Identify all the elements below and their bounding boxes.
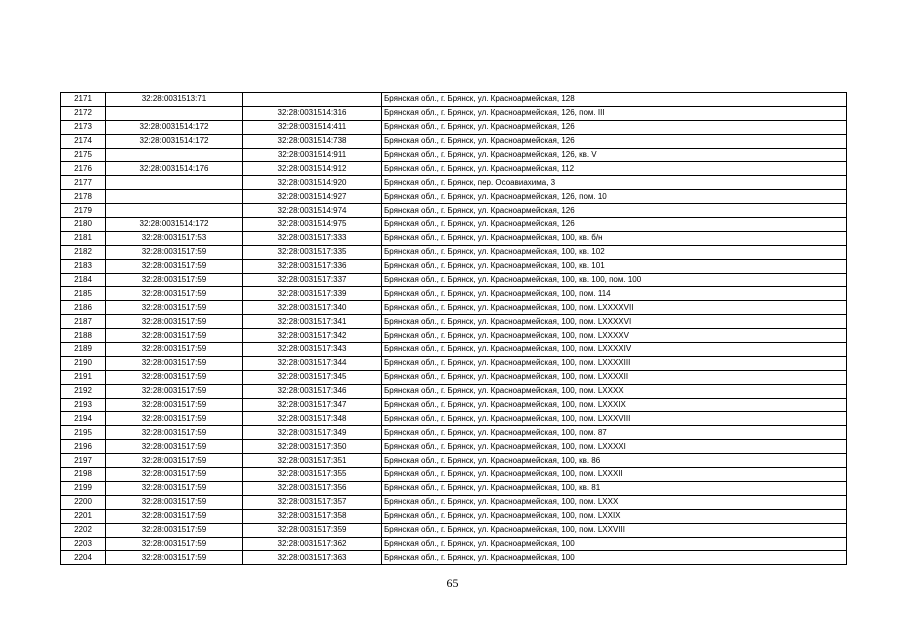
- parcel-number-cell: 32:28:0031514:172: [106, 120, 243, 134]
- parcel-number-cell: 32:28:0031517:59: [106, 398, 243, 412]
- table-row: [61, 412, 847, 426]
- parcel-number-cell: 32:28:0031517:53: [106, 231, 243, 245]
- row-number-cell: 2193: [61, 398, 106, 412]
- parcel-number-cell: 32:28:0031517:59: [106, 537, 243, 551]
- object-number-cell: 32:28:0031517:342: [243, 329, 382, 343]
- parcel-number-cell: [106, 106, 243, 120]
- parcel-number-cell: 32:28:0031517:59: [106, 523, 243, 537]
- address-cell: Брянская обл., г. Брянск, ул. Красноармейская, 100, пом. LXXXX: [382, 384, 847, 398]
- row-number-cell: 2181: [61, 231, 106, 245]
- address-cell: Брянская обл., г. Брянск, ул. Красноармейская, 100, кв. 100, пом. 100: [382, 273, 847, 287]
- row-number-cell: 2203: [61, 537, 106, 551]
- parcel-number-cell: 32:28:0031517:59: [106, 468, 243, 482]
- address-cell: Брянская обл., г. Брянск, ул. Красноармейская, 100, кв. 86: [382, 454, 847, 468]
- address-cell: Брянская обл., г. Брянск, ул. Красноармейская, 100, пом. LXXXXVI: [382, 315, 847, 329]
- table-row: [61, 162, 847, 176]
- address-cell: Брянская обл., г. Брянск, ул. Красноармейская, 100, пом. LXXXXV: [382, 329, 847, 343]
- parcel-number-cell: 32:28:0031517:59: [106, 384, 243, 398]
- table-row: [61, 148, 847, 162]
- address-cell: Брянская обл., г. Брянск, ул. Красноармейская, 100, пом. 87: [382, 426, 847, 440]
- table-row: [61, 106, 847, 120]
- row-number-cell: 2182: [61, 245, 106, 259]
- parcel-number-cell: 32:28:0031517:59: [106, 259, 243, 273]
- row-number-cell: 2178: [61, 190, 106, 204]
- parcel-number-cell: 32:28:0031517:59: [106, 412, 243, 426]
- object-number-cell: 32:28:0031517:349: [243, 426, 382, 440]
- page-number: 65: [446, 576, 459, 590]
- object-number-cell: 32:28:0031517:337: [243, 273, 382, 287]
- parcel-number-cell: 32:28:0031517:59: [106, 370, 243, 384]
- parcel-number-cell: 32:28:0031517:59: [106, 551, 243, 565]
- table-row: [61, 426, 847, 440]
- object-number-cell: 32:28:0031517:335: [243, 245, 382, 259]
- table-row: [61, 356, 847, 370]
- parcel-number-cell: 32:28:0031517:59: [106, 495, 243, 509]
- object-number-cell: 32:28:0031517:350: [243, 440, 382, 454]
- parcel-number-cell: 32:28:0031514:172: [106, 218, 243, 232]
- parcel-number-cell: 32:28:0031517:59: [106, 315, 243, 329]
- row-number-cell: 2188: [61, 329, 106, 343]
- table-row: [61, 384, 847, 398]
- address-cell: Брянская обл., г. Брянск, ул. Красноармейская, 100, пом. LXXXXIII: [382, 356, 847, 370]
- row-number-cell: 2194: [61, 412, 106, 426]
- parcel-number-cell: 32:28:0031517:59: [106, 273, 243, 287]
- object-number-cell: 32:28:0031517:362: [243, 537, 382, 551]
- table-row: [61, 481, 847, 495]
- row-number-cell: 2202: [61, 523, 106, 537]
- row-number-cell: 2179: [61, 204, 106, 218]
- object-number-cell: 32:28:0031517:336: [243, 259, 382, 273]
- table-row: [61, 120, 847, 134]
- table-row: [61, 245, 847, 259]
- address-cell: Брянская обл., г. Брянск, ул. Красноармейская, 128: [382, 93, 847, 107]
- object-number-cell: 32:28:0031514:911: [243, 148, 382, 162]
- address-cell: Брянская обл., г. Брянск, ул. Красноармейская, 100, пом. LXXX: [382, 495, 847, 509]
- address-cell: Брянская обл., г. Брянск, ул. Красноармейская, 100, пом. LXXXII: [382, 468, 847, 482]
- object-number-cell: 32:28:0031517:348: [243, 412, 382, 426]
- address-cell: Брянская обл., г. Брянск, ул. Красноармейская, 126, пом. 10: [382, 190, 847, 204]
- table-row: [61, 343, 847, 357]
- object-number-cell: 32:28:0031517:357: [243, 495, 382, 509]
- address-cell: Брянская обл., г. Брянск, ул. Красноармейская, 126: [382, 204, 847, 218]
- row-number-cell: 2204: [61, 551, 106, 565]
- address-cell: Брянская обл., г. Брянск, ул. Красноармейская, 100, пом. LXXXVIII: [382, 412, 847, 426]
- table-row: [61, 509, 847, 523]
- row-number-cell: 2173: [61, 120, 106, 134]
- parcel-number-cell: 32:28:0031514:176: [106, 162, 243, 176]
- object-number-cell: 32:28:0031514:974: [243, 204, 382, 218]
- parcel-number-cell: 32:28:0031517:59: [106, 440, 243, 454]
- object-number-cell: 32:28:0031517:355: [243, 468, 382, 482]
- table-row: [61, 273, 847, 287]
- object-number-cell: 32:28:0031517:347: [243, 398, 382, 412]
- object-number-cell: 32:28:0031517:341: [243, 315, 382, 329]
- object-number-cell: 32:28:0031514:927: [243, 190, 382, 204]
- object-number-cell: [243, 93, 382, 107]
- table-row: [61, 329, 847, 343]
- table-row: [61, 523, 847, 537]
- row-number-cell: 2171: [61, 93, 106, 107]
- row-number-cell: 2177: [61, 176, 106, 190]
- table-row: [61, 134, 847, 148]
- table-row: [61, 204, 847, 218]
- object-number-cell: 32:28:0031514:411: [243, 120, 382, 134]
- table-row: [61, 440, 847, 454]
- address-cell: Брянская обл., г. Брянск, ул. Красноармейская, 100, кв. б/н: [382, 231, 847, 245]
- table-row: [61, 537, 847, 551]
- object-number-cell: 32:28:0031517:333: [243, 231, 382, 245]
- table-row: [61, 495, 847, 509]
- table-row: [61, 398, 847, 412]
- address-cell: Брянская обл., г. Брянск, ул. Красноармейская, 126: [382, 120, 847, 134]
- table-row: [61, 454, 847, 468]
- table-row: [61, 93, 847, 107]
- address-cell: Брянская обл., г. Брянск, ул. Красноармейская, 100, пом. LXXVIII: [382, 523, 847, 537]
- address-cell: Брянская обл., г. Брянск, ул. Красноармейская, 126: [382, 218, 847, 232]
- address-cell: Брянская обл., г. Брянск, ул. Красноармейская, 100, кв. 101: [382, 259, 847, 273]
- object-number-cell: 32:28:0031517:345: [243, 370, 382, 384]
- row-number-cell: 2187: [61, 315, 106, 329]
- address-cell: Брянская обл., г. Брянск, ул. Красноармейская, 100, кв. 81: [382, 481, 847, 495]
- parcel-number-cell: 32:28:0031517:59: [106, 481, 243, 495]
- object-number-cell: 32:28:0031514:316: [243, 106, 382, 120]
- address-cell: Брянская обл., г. Брянск, ул. Красноармейская, 126, пом. III: [382, 106, 847, 120]
- row-number-cell: 2189: [61, 343, 106, 357]
- address-cell: Брянская обл., г. Брянск, ул. Красноармейская, 100, пом. LXXXXII: [382, 370, 847, 384]
- object-number-cell: 32:28:0031517:359: [243, 523, 382, 537]
- table-row: [61, 301, 847, 315]
- address-cell: Брянская обл., г. Брянск, ул. Красноармейская, 112: [382, 162, 847, 176]
- object-number-cell: 32:28:0031517:339: [243, 287, 382, 301]
- table-row: [61, 190, 847, 204]
- parcel-number-cell: 32:28:0031517:59: [106, 356, 243, 370]
- object-number-cell: 32:28:0031514:912: [243, 162, 382, 176]
- parcel-number-cell: 32:28:0031517:59: [106, 245, 243, 259]
- parcel-number-cell: 32:28:0031517:59: [106, 509, 243, 523]
- row-number-cell: 2186: [61, 301, 106, 315]
- row-number-cell: 2197: [61, 454, 106, 468]
- parcel-number-cell: [106, 176, 243, 190]
- row-number-cell: 2199: [61, 481, 106, 495]
- row-number-cell: 2198: [61, 468, 106, 482]
- address-cell: Брянская обл., г. Брянск, ул. Красноармейская, 100, пом. LXXXXI: [382, 440, 847, 454]
- object-number-cell: 32:28:0031517:351: [243, 454, 382, 468]
- address-cell: Брянская обл., г. Брянск, ул. Красноармейская, 126: [382, 134, 847, 148]
- row-number-cell: 2196: [61, 440, 106, 454]
- row-number-cell: 2175: [61, 148, 106, 162]
- row-number-cell: 2200: [61, 495, 106, 509]
- object-number-cell: 32:28:0031517:340: [243, 301, 382, 315]
- parcel-number-cell: 32:28:0031517:59: [106, 426, 243, 440]
- address-cell: Брянская обл., г. Брянск, ул. Красноармейская, 100, пом. LXXXXVII: [382, 301, 847, 315]
- row-number-cell: 2191: [61, 370, 106, 384]
- row-number-cell: 2174: [61, 134, 106, 148]
- row-number-cell: 2176: [61, 162, 106, 176]
- parcel-number-cell: 32:28:0031514:172: [106, 134, 243, 148]
- parcel-number-cell: 32:28:0031517:59: [106, 301, 243, 315]
- address-cell: Брянская обл., г. Брянск, пер. Осоавиахима, 3: [382, 176, 847, 190]
- parcel-number-cell: [106, 204, 243, 218]
- row-number-cell: 2185: [61, 287, 106, 301]
- address-cell: Брянская обл., г. Брянск, ул. Красноармейская, 100: [382, 551, 847, 565]
- object-number-cell: 32:28:0031517:343: [243, 343, 382, 357]
- row-number-cell: 2184: [61, 273, 106, 287]
- row-number-cell: 2180: [61, 218, 106, 232]
- cadastral-table: [60, 92, 847, 565]
- table-row: [61, 176, 847, 190]
- parcel-number-cell: 32:28:0031517:59: [106, 454, 243, 468]
- object-number-cell: 32:28:0031514:738: [243, 134, 382, 148]
- object-number-cell: 32:28:0031517:358: [243, 509, 382, 523]
- table-row: [61, 315, 847, 329]
- table-row: [61, 468, 847, 482]
- object-number-cell: 32:28:0031517:346: [243, 384, 382, 398]
- table-body: [61, 93, 847, 565]
- table-row: [61, 259, 847, 273]
- parcel-number-cell: 32:28:0031517:59: [106, 343, 243, 357]
- address-cell: Брянская обл., г. Брянск, ул. Красноармейская, 100, пом. 114: [382, 287, 847, 301]
- object-number-cell: 32:28:0031517:356: [243, 481, 382, 495]
- row-number-cell: 2190: [61, 356, 106, 370]
- parcel-number-cell: 32:28:0031517:59: [106, 329, 243, 343]
- row-number-cell: 2201: [61, 509, 106, 523]
- address-cell: Брянская обл., г. Брянск, ул. Красноармейская, 126, кв. V: [382, 148, 847, 162]
- parcel-number-cell: [106, 148, 243, 162]
- row-number-cell: 2195: [61, 426, 106, 440]
- address-cell: Брянская обл., г. Брянск, ул. Красноармейская, 100: [382, 537, 847, 551]
- parcel-number-cell: [106, 190, 243, 204]
- row-number-cell: 2192: [61, 384, 106, 398]
- object-number-cell: 32:28:0031517:344: [243, 356, 382, 370]
- address-cell: Брянская обл., г. Брянск, ул. Красноармейская, 100, пом. LXXIX: [382, 509, 847, 523]
- object-number-cell: 32:28:0031517:363: [243, 551, 382, 565]
- table-row: [61, 218, 847, 232]
- table-row: [61, 551, 847, 565]
- row-number-cell: 2172: [61, 106, 106, 120]
- table-row: [61, 287, 847, 301]
- table-row: [61, 370, 847, 384]
- address-cell: Брянская обл., г. Брянск, ул. Красноармейская, 100, пом. LXXXIX: [382, 398, 847, 412]
- object-number-cell: 32:28:0031514:920: [243, 176, 382, 190]
- parcel-number-cell: 32:28:0031517:59: [106, 287, 243, 301]
- table-row: [61, 231, 847, 245]
- address-cell: Брянская обл., г. Брянск, ул. Красноармейская, 100, кв. 102: [382, 245, 847, 259]
- object-number-cell: 32:28:0031514:975: [243, 218, 382, 232]
- parcel-number-cell: 32:28:0031513:71: [106, 93, 243, 107]
- address-cell: Брянская обл., г. Брянск, ул. Красноармейская, 100, пом. LXXXXIV: [382, 343, 847, 357]
- row-number-cell: 2183: [61, 259, 106, 273]
